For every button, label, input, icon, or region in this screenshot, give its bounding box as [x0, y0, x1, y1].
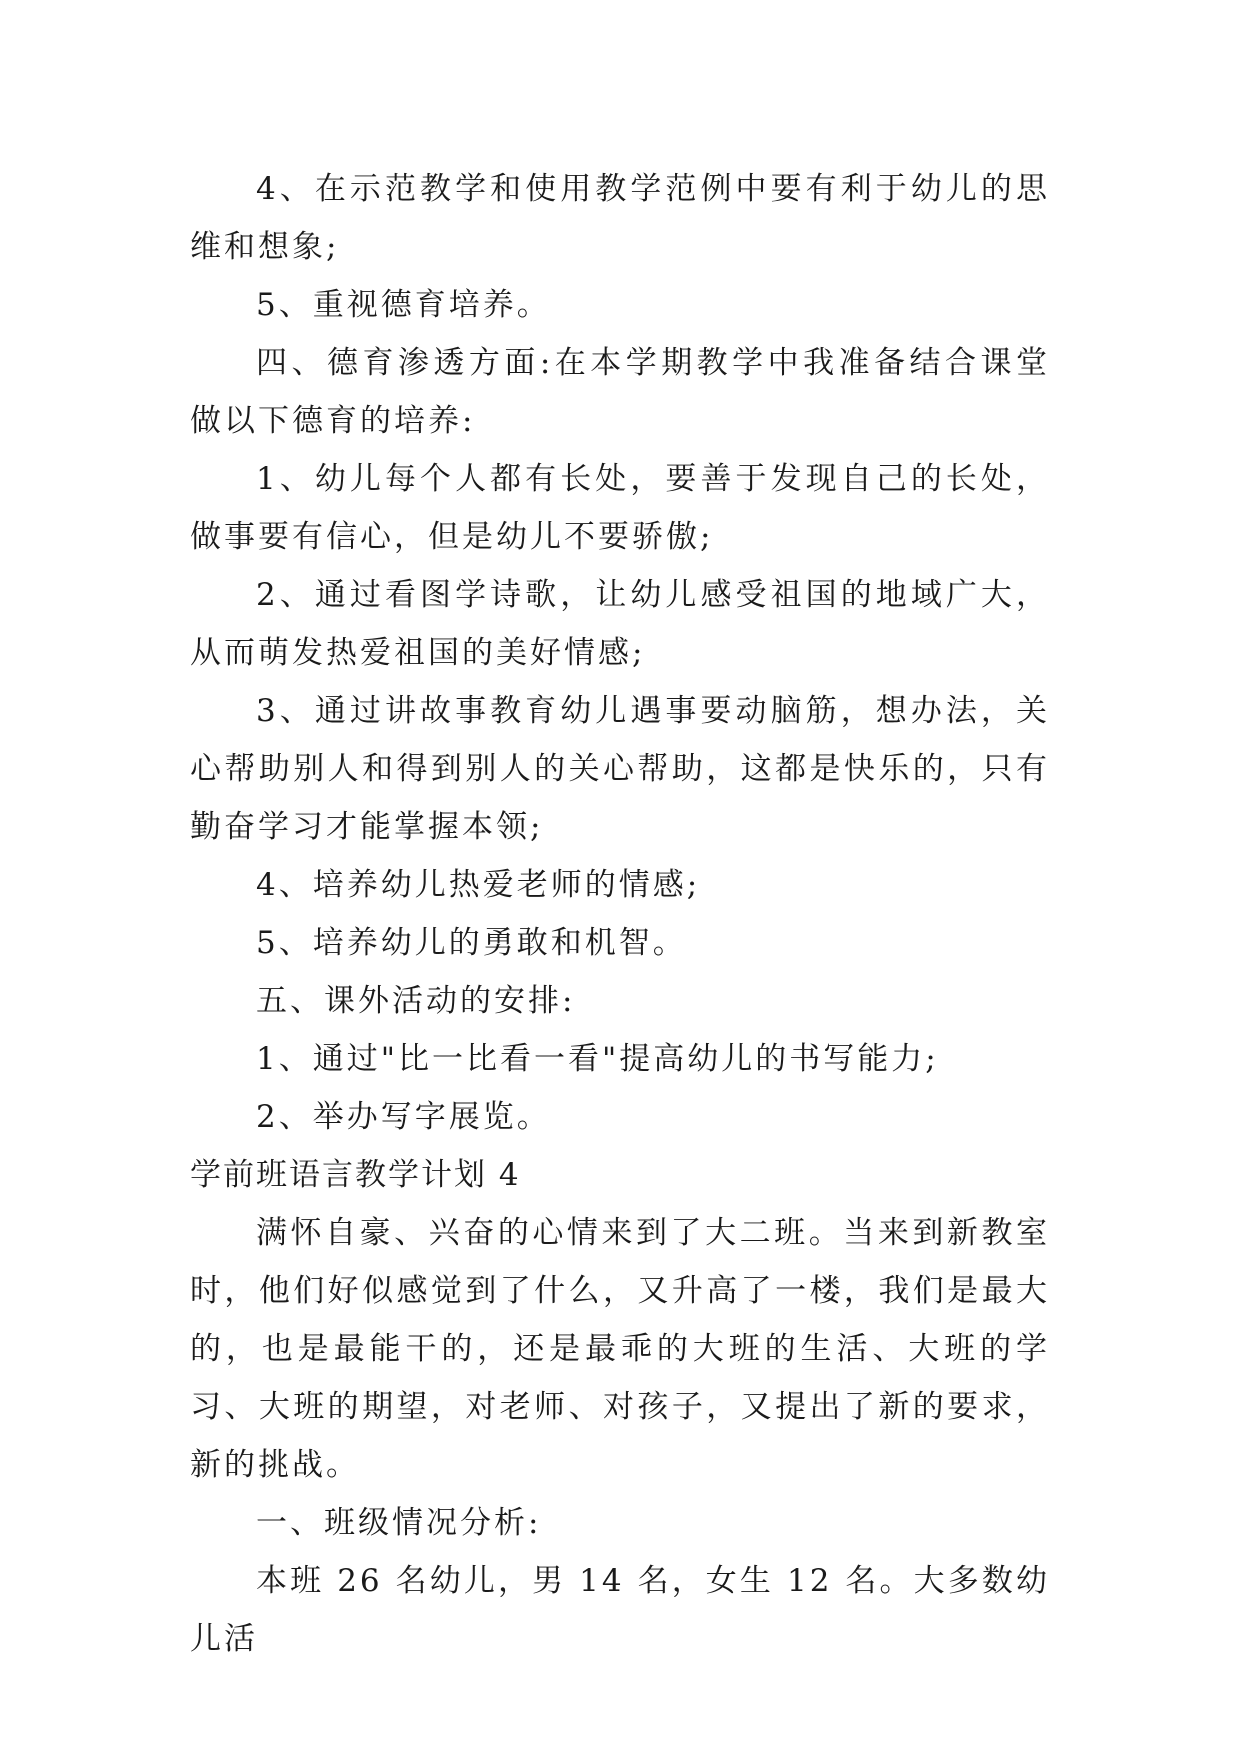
paragraph-intro: 满怀自豪、兴奋的心情来到了大二班。当来到新教室时，他们好似感觉到了什么，又升高了一楼，我们是最大的，也是最能干的，还是最乖的大班的生活、大班的学习、大班的期望，对老师、对孩子，又提出了新的要求，新的挑战。: [190, 1215, 1050, 1483]
paragraph-class-stats: 本班 26 名幼儿，男 14 名，女生 12 名。大多数幼儿活: [190, 1563, 1050, 1657]
section-class-analysis: 一、班级情况分析:: [256, 1505, 542, 1541]
plan-title: 学前班语言教学计划 4: [190, 1157, 521, 1193]
paragraph-item-2-poetry: 2、通过看图学诗歌，让幼儿感受祖国的地域广大，从而萌发热爱祖国的美好情感;: [190, 577, 1050, 671]
paragraph-item-1-writing: 1、通过"比一比看一看"提高幼儿的书写能力;: [256, 1041, 939, 1077]
paragraph-item-2-exhibition: 2、举办写字展览。: [256, 1099, 551, 1135]
document-body: [190, 160, 1050, 1668]
paragraph-item-4-thinking: 4、在示范教学和使用教学范例中要有利于幼儿的思维和想象;: [190, 171, 1050, 265]
paragraph-item-3-stories: 3、通过讲故事教育幼儿遇事要动脑筋，想办法，关心帮助别人和得到别人的关心帮助，这都是快乐的，只有勤奋学习才能掌握本领;: [190, 693, 1050, 845]
paragraph-item-5-courage: 5、培养幼儿的勇敢和机智。: [256, 925, 687, 961]
paragraph-item-5-moral: 5、重视德育培养。: [256, 287, 551, 323]
section-extracurricular: 五、课外活动的安排:: [256, 983, 576, 1019]
paragraph-item-1-strengths: 1、幼儿每个人都有长处，要善于发现自己的长处，做事要有信心，但是幼儿不要骄傲;: [190, 461, 1050, 555]
paragraph-item-4-teachers: 4、培养幼儿热爱老师的情感;: [256, 867, 701, 903]
section-moral-education: 四、德育渗透方面:在本学期教学中我准备结合课堂做以下德育的培养:: [190, 345, 1050, 439]
